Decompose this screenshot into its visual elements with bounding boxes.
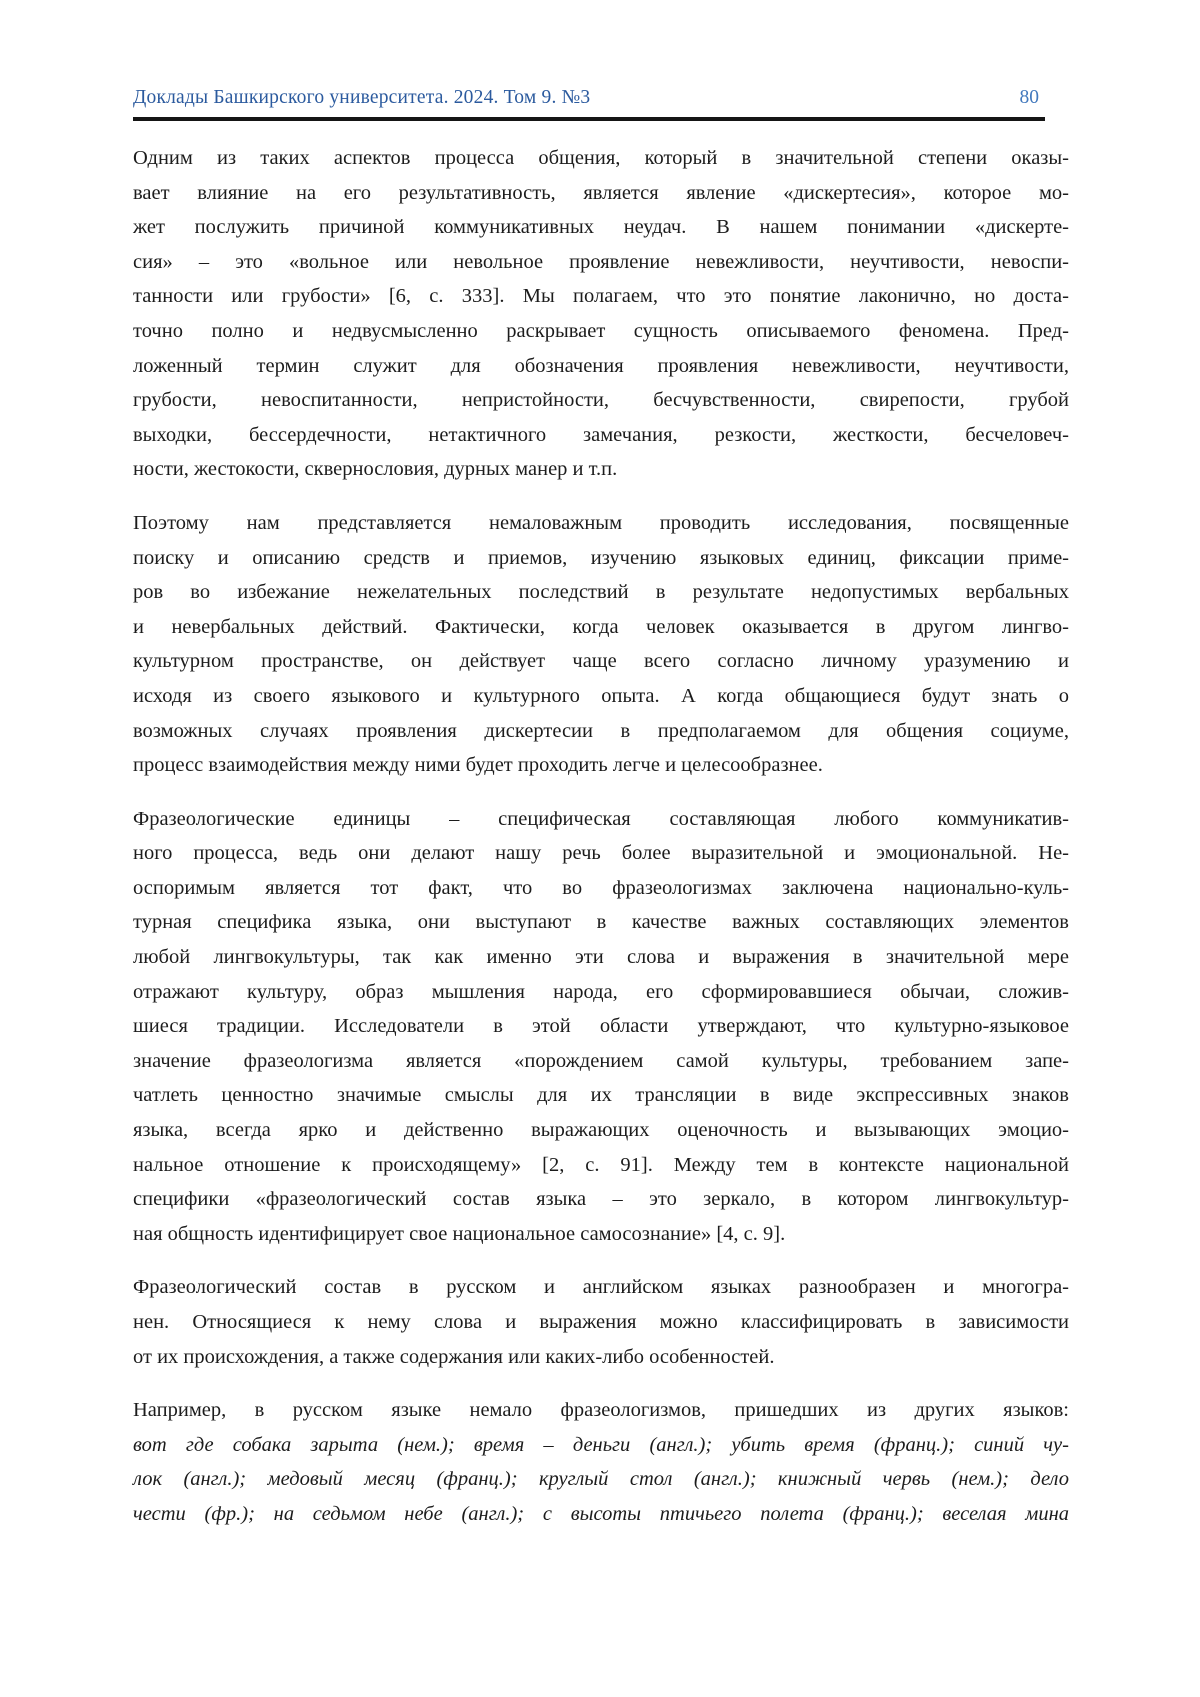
text-line: Фразеологические единицы – специфическая составляющая любого коммуникатив- [133, 807, 1069, 830]
text-line: специфики «фразеологический состав языка – это зеркало, в котором лингвокультур- [133, 1188, 1069, 1211]
text-line: чатлеть ценностно значимые смыслы для их трансляции в виде экспрессивных знаков [133, 1084, 1069, 1107]
page-number: 80 [1019, 87, 1039, 108]
paragraph [133, 141, 1069, 487]
text-line: вот где собака зарыта (нем.); время – деньги (англ.); убить время (франц.); синий чу- [133, 1433, 1069, 1456]
text-line: лок (англ.); медовый месяц (франц.); круглый стол (англ.); книжный червь (нем.); дело [133, 1468, 1069, 1491]
text-line: Одним из таких аспектов процесса общения, который в значительной степени оказы- [133, 147, 1069, 169]
text-line: турная специфика языка, они выступают в качестве важных составляющих элементов [133, 911, 1069, 934]
paragraph [133, 1393, 1069, 1531]
text-line: ная общность идентифицирует свое национальное самосознание» [4, с. 9]. [133, 1222, 786, 1245]
text-line: ров во избежание нежелательных последствий в результате недопустимых вербальных [133, 581, 1069, 604]
text-line: ного процесса, ведь они делают нашу речь более выразительной и эмоциональной. Не- [133, 842, 1069, 865]
text-line: оспоримым является тот факт, что во фразеологизмах заключена национально-куль- [133, 876, 1069, 899]
text-line: ности, жестокости, сквернословия, дурных манер и т.п. [133, 458, 618, 481]
text-line: выходки, бессердечности, нетактичного замечания, резкости, жесткости, бесчеловеч- [133, 423, 1069, 446]
paragraph [133, 506, 1069, 783]
text-line: точно полно и недвусмысленно раскрывает сущность описываемого феномена. Пред- [133, 319, 1069, 342]
text-line: и невербальных действий. Фактически, когда человек оказывается в другом лингво- [133, 615, 1069, 638]
text-line: поиску и описанию средств и приемов, изучению языковых единиц, фиксации приме- [133, 546, 1069, 569]
text-line: сия» – это «вольное или невольное проявление невежливости, неучтивости, невоспи- [133, 250, 1069, 273]
text-line: от их происхождения, а также содержания или каких-либо особенностей. [133, 1345, 775, 1368]
text-line: исходя из своего языкового и культурного опыта. А когда общающиеся будут знать о [133, 684, 1069, 707]
text-line: ложенный термин служит для обозначения проявления невежливости, неучтивости, [133, 354, 1069, 377]
paragraph [133, 1270, 1069, 1374]
text-line: любой лингвокультуры, так как именно эти слова и выражения в значительной мере [133, 946, 1069, 969]
running-head [133, 86, 1039, 110]
text-line: Например, в русском языке немало фразеологизмов, пришедших из других языков: [133, 1399, 1069, 1422]
page-header [133, 86, 1200, 121]
text-line: шиеся традиции. Исследователи в этой области утверждают, что культурно-языковое [133, 1015, 1069, 1038]
text-line: танности или грубости» [6, с. 333]. Мы полагаем, что это понятие лаконично, но доста- [133, 285, 1069, 308]
header-rule [133, 117, 1045, 121]
text-line: вает влияние на его результативность, является явление «дискертесия», которое мо- [133, 181, 1069, 204]
text-line: культурном пространстве, он действует чаще всего согласно личному уразумению и [133, 650, 1069, 673]
text-line: нальное отношение к происходящему» [2, с. 91]. Между тем в контексте национальной [133, 1153, 1069, 1176]
text-line: возможных случаях проявления дискертесии в предполагаемом для общения социуме, [133, 719, 1069, 742]
text-line: Фразеологический состав в русском и английском языках разнообразен и многогра- [133, 1276, 1069, 1299]
text-line: значение фразеологизма является «порождением самой культуры, требованием запе- [133, 1049, 1069, 1072]
text-line: Поэтому нам представляется немаловажным проводить исследования, посвященные [133, 511, 1069, 534]
text-line: отражают культуру, образ мышления народа, его сформировавшиеся обычаи, сложив- [133, 980, 1069, 1003]
article-body [133, 141, 1069, 1532]
text-line: чести (фр.); на седьмом небе (англ.); с высоты птичьего полета (франц.); веселая мина [133, 1502, 1069, 1525]
text-line: жет послужить причиной коммуникативных неудач. В нашем понимании «дискерте- [133, 216, 1069, 239]
text-line: грубости, невоспитанности, непристойности, бесчувственности, свирепости, грубой [133, 389, 1069, 412]
text-line: процесс взаимодействия между ними будет проходить легче и целесообразнее. [133, 754, 823, 777]
text-line: языка, всегда ярко и действенно выражающих оценочность и вызывающих эмоцио- [133, 1119, 1069, 1142]
journal-title: Доклады Башкирского университета. 2024. Том 9. №3 [133, 87, 591, 108]
paragraph [133, 802, 1069, 1252]
text-line: нен. Относящиеся к нему слова и выражения можно классифицировать в зависимости [133, 1311, 1069, 1333]
